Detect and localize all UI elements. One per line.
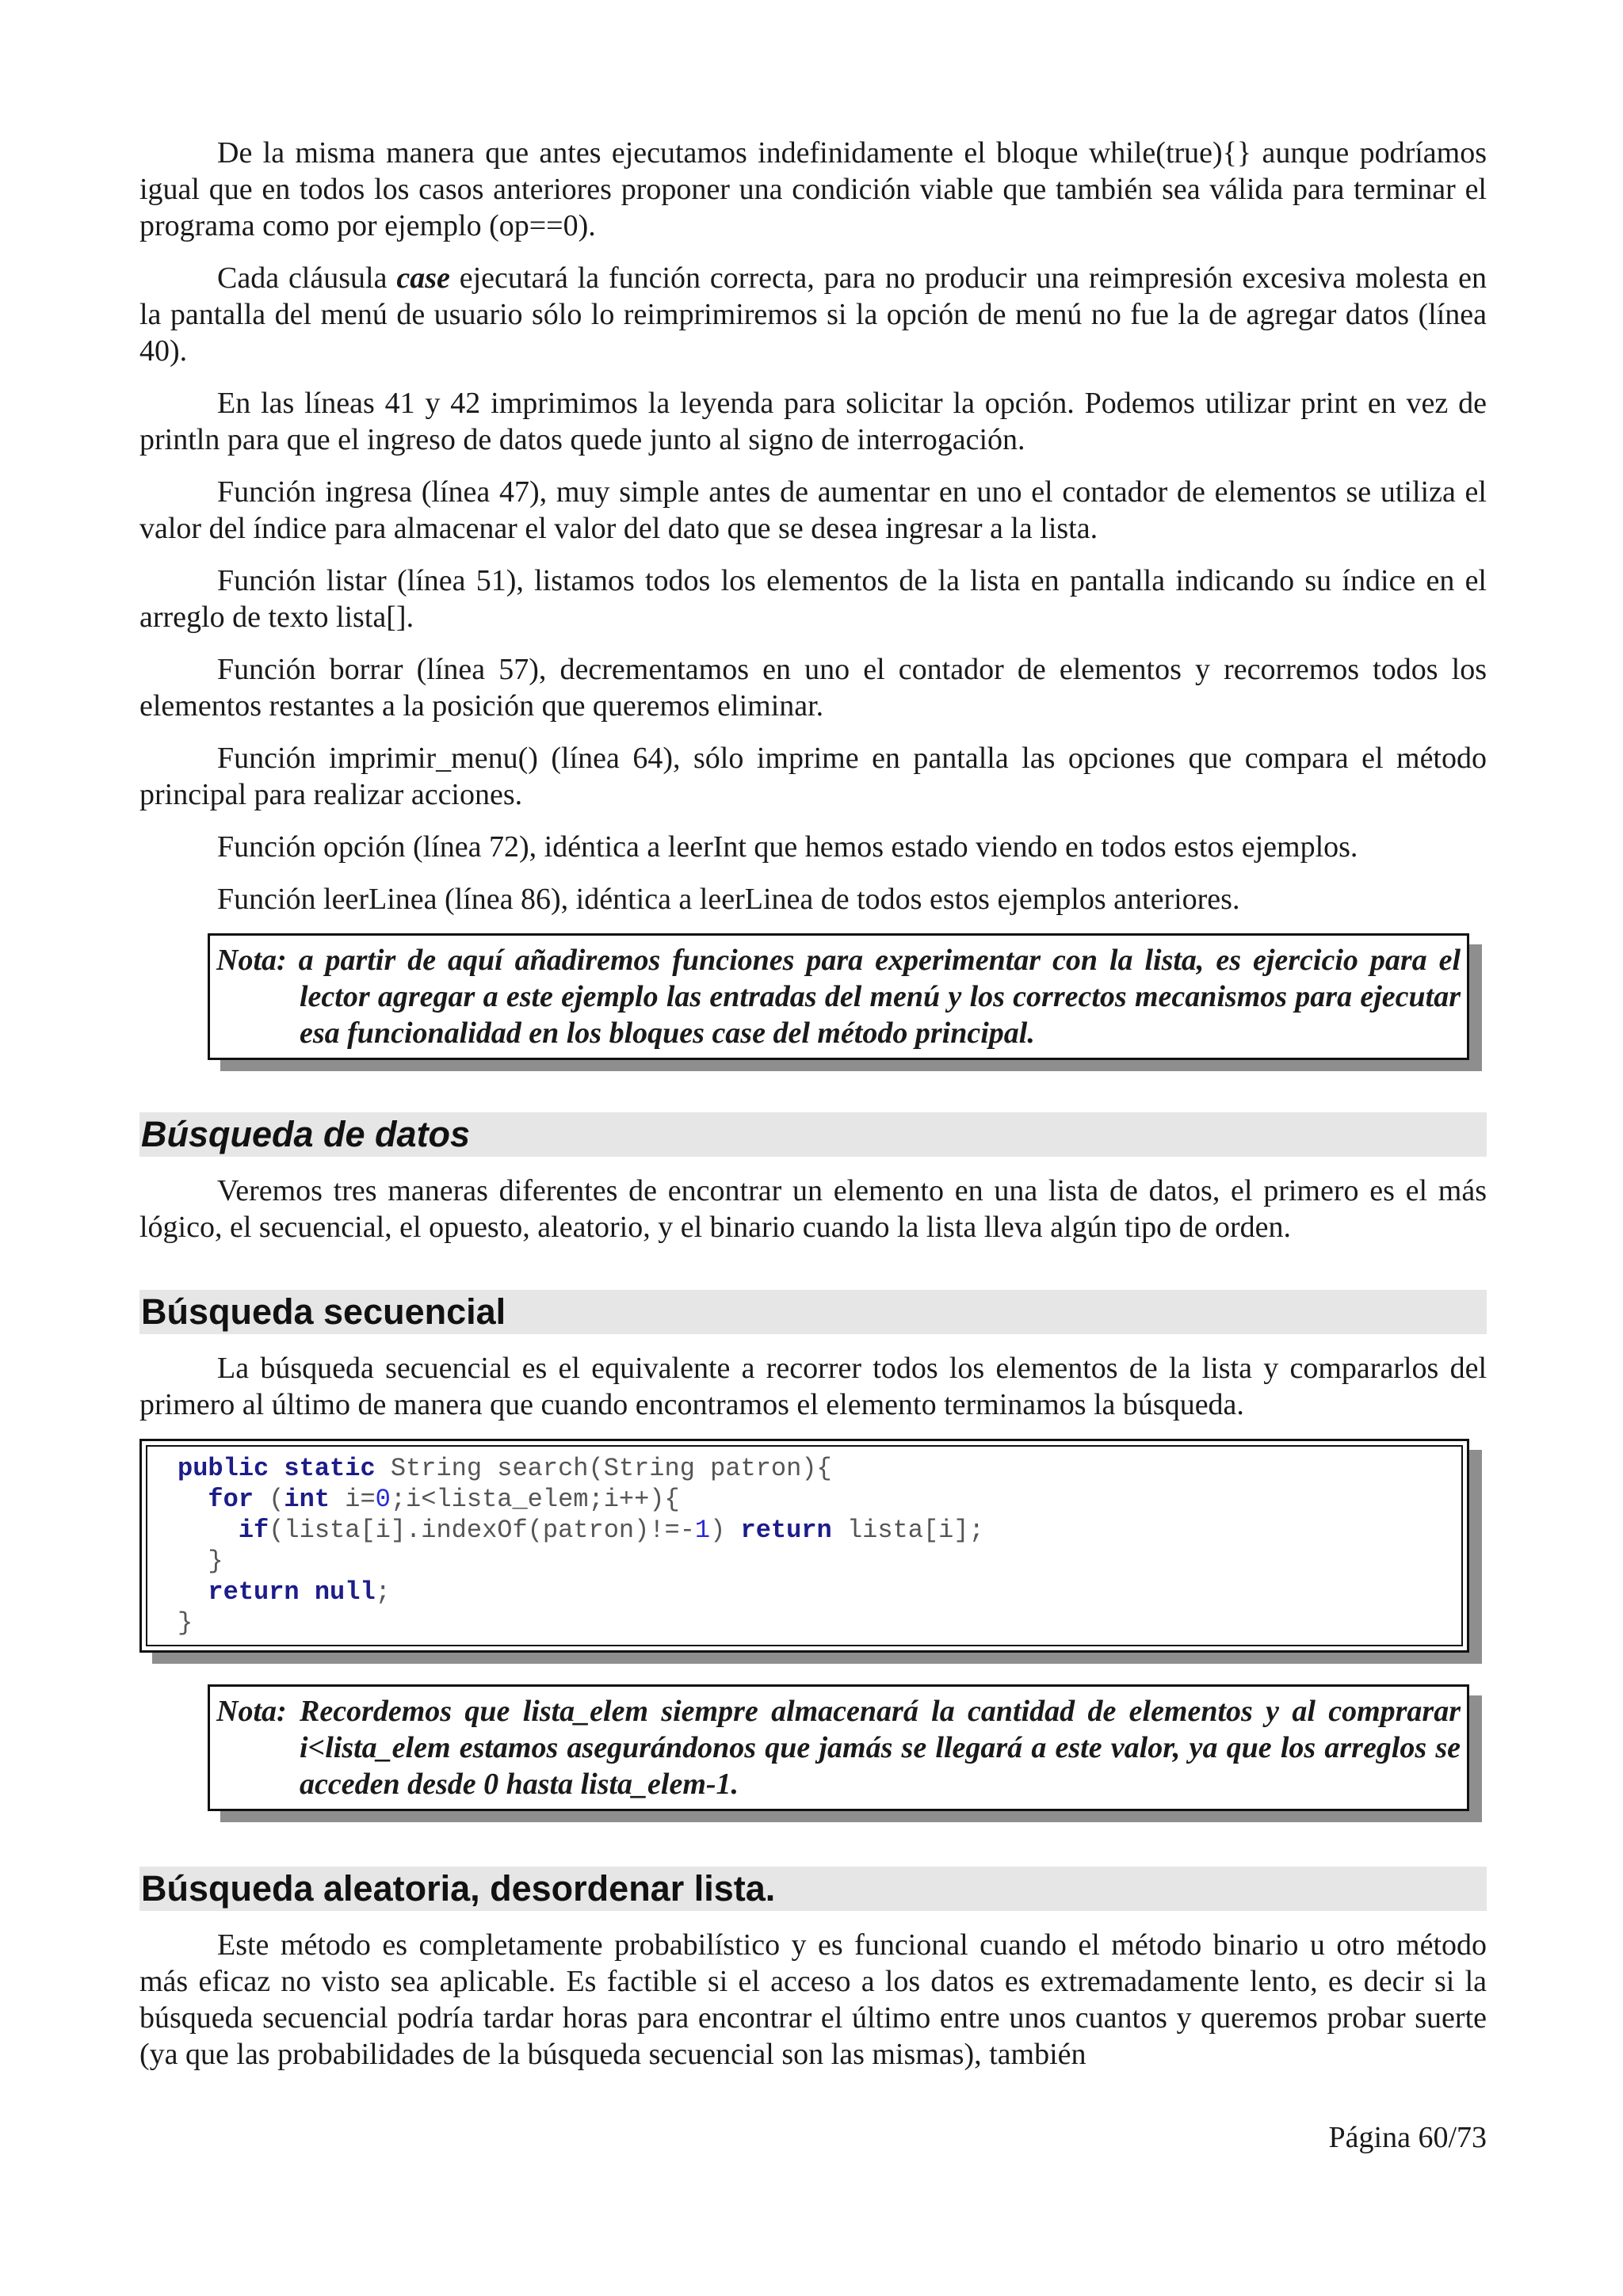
code-keyword: return null (208, 1577, 376, 1607)
code-text: } (208, 1547, 223, 1576)
code-keyword: public static (178, 1454, 376, 1483)
note-box (208, 1684, 1469, 1811)
keyword-case: case (396, 261, 450, 295)
note-box (208, 933, 1469, 1060)
paragraph: De la misma manera que antes ejecutamos indefinidamente el bloque while(true){} aunque podríamos igual que en todos los casos anteriores proponer una condición viable que también sea válida para terminar el programa como por ejemplo (op==0). (139, 136, 1487, 242)
paragraph: Este método es completamente probabilístico y es funcional cuando el método binario u otro método más eficaz no visto sea aplicable. Es factible si el acceso a los datos es extremadamente lento, es decir si la búsqueda secuencial podría tardar horas para encontrar el último entre unos cuantos y queremos probar suerte (ya que las probabilidades de la búsqueda secuencial son las mismas), también (139, 1928, 1487, 2071)
note-content (216, 942, 1461, 1051)
code-text: String search(String patron){ (375, 1454, 832, 1483)
paragraph: Función opción (línea 72), idéntica a leerInt que hemos estado viendo en todos estos ejemplos. (217, 830, 1358, 864)
code-number: 1 (694, 1516, 711, 1545)
code-keyword: if (238, 1516, 269, 1545)
code-number: 0 (375, 1485, 391, 1514)
section-heading: Búsqueda aleatoria, desordenar lista. (139, 1867, 1487, 1911)
code-keyword: for (208, 1485, 254, 1514)
paragraph: Función imprimir_menu() (línea 64), sólo imprime en pantalla las opciones que compara el método principal para realizar acciones. (139, 742, 1487, 811)
paragraph: Función leerLinea (línea 86), idéntica a leerLinea de todos estos ejemplos anteriores. (217, 883, 1240, 916)
paragraph: En las líneas 41 y 42 imprimimos la leyenda para solicitar la opción. Podemos utilizar print en vez de println para que el ingreso de datos quede junto al signo de interrogación. (139, 387, 1487, 456)
section-heading: Búsqueda de datos (139, 1112, 1487, 1157)
code-block (139, 1439, 1469, 1653)
page-number: Página 60/73 (1328, 2121, 1487, 2154)
paragraph: Función ingresa (línea 47), muy simple antes de aumentar en uno el contador de elementos se utiliza el valor del índice para almacenar el valor del dato que se desea ingresar a la lista. (139, 475, 1487, 545)
code-text: lista[i]; (831, 1516, 984, 1545)
paragraph (139, 260, 1487, 369)
code-keyword: return (740, 1516, 832, 1545)
code-text: } (178, 1608, 193, 1638)
note-label: Nota: (216, 1695, 287, 1728)
code-content (146, 1445, 1463, 1646)
text-fragment: Cada cláusula (217, 261, 388, 295)
text-fragment: ejecutará la función correcta, para no producir una reimpresión excesiva molesta en la pantalla del menú de usuario sólo lo reimprimiremos si la opción de menú no fue la de agregar datos (línea 40). (139, 261, 1487, 368)
code-text: i= (330, 1485, 376, 1514)
code-text: ;i<lista_elem;i++){ (390, 1485, 680, 1514)
code-text: ) (710, 1516, 741, 1545)
note-label: Nota: (216, 944, 287, 977)
paragraph: Función borrar (línea 57), decrementamos en uno el contador de elementos y recorremos todos los elementos restantes a la posición que queremos eliminar. (139, 653, 1487, 723)
note-text: Recordemos que lista_elem siempre almacenará la cantidad de elementos y al comprarar i<lista_elem estamos asegurándonos que jamás se llegará a este valor, ya que los arreglos se acceden desde 0 hasta lista_elem-1. (299, 1695, 1461, 1801)
paragraph: Función listar (línea 51), listamos todos los elementos de la lista en pantalla indicando su índice en el arreglo de texto lista[]. (139, 564, 1487, 634)
code-text: ; (375, 1577, 391, 1607)
code-text: ( (254, 1485, 285, 1514)
note-text: a partir de aquí añadiremos funciones para experimentar con la lista, es ejercicio para el lector agregar a este ejemplo las entradas del menú y los correctos mecanismos para ejecutar esa funcionalidad en los bloques case del método principal. (298, 944, 1461, 1050)
section-heading: Búsqueda secuencial (139, 1290, 1487, 1334)
document-page (139, 135, 1487, 2088)
paragraph: La búsqueda secuencial es el equivalente a recorrer todos los elementos de la lista y compararlos del primero al último de manera que cuando encontramos el elemento terminamos la búsqueda. (139, 1352, 1487, 1421)
note-content (216, 1693, 1461, 1802)
code-text: (lista[i].indexOf(patron)!=- (269, 1516, 695, 1545)
paragraph: Veremos tres maneras diferentes de encontrar un elemento en una lista de datos, el primero es el más lógico, el secuencial, el opuesto, aleatorio, y el binario cuando la lista lleva algún tipo de orden. (139, 1174, 1487, 1244)
code-keyword: int (284, 1485, 330, 1514)
